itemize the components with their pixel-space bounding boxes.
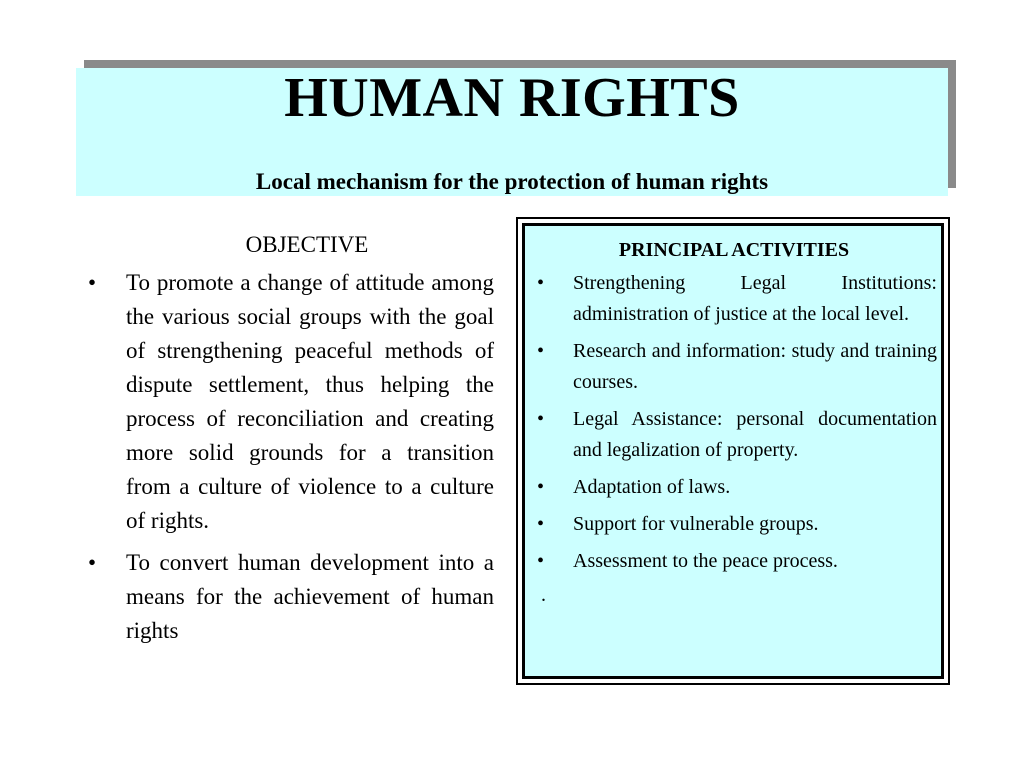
bullet-icon: • [88, 270, 97, 295]
title-banner [76, 68, 948, 196]
activity-item-text: Assessment to the peace process. [573, 550, 838, 572]
list-item [80, 266, 494, 538]
activities-list [531, 268, 937, 577]
trailing-mark: . [541, 584, 546, 606]
list-item [531, 509, 937, 540]
list-item [531, 546, 937, 577]
bullet-icon: • [537, 272, 545, 294]
activities-box-inner [522, 223, 944, 679]
objective-heading: OBJECTIVE [245, 232, 369, 257]
page-title: HUMAN RIGHTS [284, 67, 740, 129]
bullet-icon: • [537, 513, 545, 535]
list-item [531, 268, 937, 330]
bullet-icon: • [537, 340, 545, 362]
objective-section [80, 228, 494, 656]
page-subtitle: Local mechanism for the protection of human rights [255, 169, 769, 194]
activities-heading: PRINCIPAL ACTIVITIES [618, 239, 850, 261]
bullet-icon: • [537, 476, 545, 498]
objective-item-text: To convert human development into a means for the achievement of human rights [126, 550, 494, 643]
activity-item-text: Legal Assistance: personal documentation and legalization of property. [573, 408, 937, 461]
list-item [531, 404, 937, 466]
list-item [531, 336, 937, 398]
bullet-icon: • [88, 550, 97, 575]
objective-list [80, 266, 494, 648]
bullet-icon: • [537, 550, 545, 572]
objective-item-text: To promote a change of attitude among the various social groups with the goal of strengthening peaceful methods of dispute settlement, thus helping the process of reconciliation and creating more solid grounds for a transition from a culture of violence to a culture of rights. [126, 270, 494, 533]
activity-item-text: Support for vulnerable groups. [573, 513, 819, 535]
activity-item-text: Research and information: study and training courses. [573, 340, 937, 393]
activities-box [516, 217, 950, 685]
activities-content [531, 236, 937, 607]
list-item [80, 546, 494, 648]
activity-item-text: Adaptation of laws. [573, 476, 731, 498]
list-item [531, 472, 937, 503]
bullet-icon: • [537, 408, 545, 430]
activity-item-text: Strengthening Legal Institutions: administration of justice at the local level. [573, 272, 937, 325]
